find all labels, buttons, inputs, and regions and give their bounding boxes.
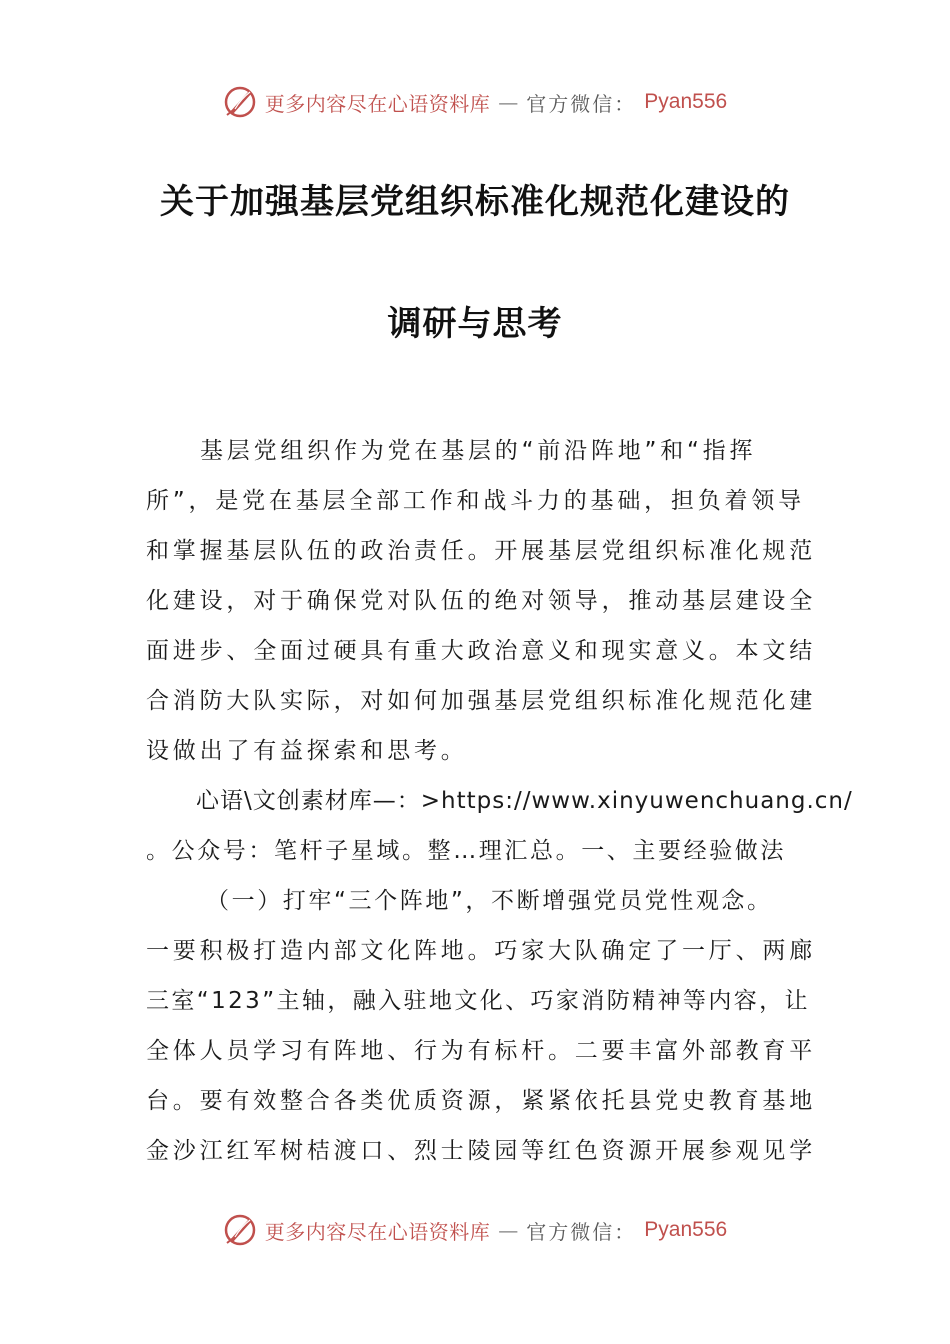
footer-banner — [0, 1208, 950, 1252]
source-link-line: 心语\文创素材库—：>https://www.xinyuwenchuang.cn/ — [196, 788, 853, 814]
document-title-line1: 关于加强基层党组织标准化规范化建设的 — [160, 182, 790, 222]
banner-separator: — — [498, 1218, 519, 1242]
paragraph-source — [146, 776, 853, 876]
quill-logo-icon — [223, 85, 257, 119]
banner-wechat-id: Pyan556 — [644, 1218, 728, 1241]
paragraph-line: 合消防大队实际，对如何加强基层党组织标准化规范化建 — [146, 688, 816, 714]
paragraph-line: 全体人员学习有阵地、行为有标杆。二要丰富外部教育平 — [146, 1038, 816, 1064]
paragraph-line: 和掌握基层队伍的政治责任。开展基层党组织标准化规范 — [146, 538, 816, 564]
banner-title: 更多内容尽在心语资料库 — [264, 91, 491, 116]
paragraph-line: 金沙江红军树桔渡口、烈士陵园等红色资源开展参观见学 — [146, 1138, 816, 1164]
paragraph-section-one — [146, 876, 816, 1176]
banner-title: 更多内容尽在心语资料库 — [264, 1219, 491, 1244]
paragraph-line: 面进步、全面过硬具有重大政治意义和现实意义。本文结 — [146, 638, 816, 664]
paragraph-line: 所”，是党在基层全部工作和战斗力的基础，担负着领导 — [146, 488, 805, 514]
paragraph-line: 基层党组织作为党在基层的“前沿阵地”和“指挥 — [200, 438, 757, 464]
banner-separator: — — [498, 90, 519, 114]
paragraph-line: 设做出了有益探索和思考。 — [146, 738, 468, 764]
paragraph-line: 。公众号：笔杆子星域。整…理汇总。一、主要经验做法 — [146, 838, 786, 864]
paragraph-line: 化建设，对于确保党对队伍的绝对领导，推动基层建设全 — [146, 588, 816, 614]
banner-wechat-id: Pyan556 — [644, 90, 728, 113]
banner-wechat-label: 官方微信： — [526, 1219, 637, 1244]
document-title-line2: 调研与思考 — [387, 304, 563, 344]
paragraph-line: 台。要有效整合各类优质资源，紧紧依托县党史教育基地 — [146, 1088, 816, 1114]
paragraph-line: 一要积极打造内部文化阵地。巧家大队确定了一厅、两廊 — [146, 938, 816, 964]
paragraph-line: 三室“123”主轴，融入驻地文化、巧家消防精神等内容，让 — [146, 988, 810, 1014]
header-banner — [0, 80, 950, 124]
section-heading-line: （一）打牢“三个阵地”，不断增强党员党性观念。 — [206, 888, 773, 914]
banner-wechat-label: 官方微信： — [526, 91, 637, 116]
paragraph-intro — [146, 426, 816, 776]
quill-logo-icon — [223, 1213, 257, 1247]
